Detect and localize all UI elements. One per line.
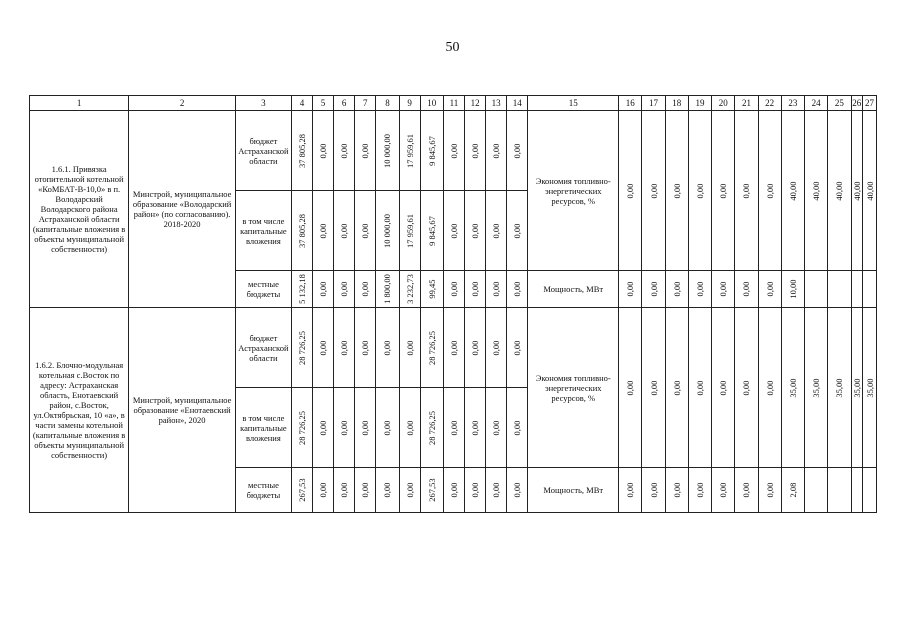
funding-value-text: 0,00: [318, 281, 329, 297]
indicator-value: [735, 111, 758, 271]
indicator-value: [688, 308, 711, 468]
funding-value: [291, 388, 312, 468]
header-cell: 13: [486, 96, 507, 111]
funding-value-text: 0,00: [339, 340, 350, 355]
page-number: 50: [445, 40, 460, 55]
activity-description: 1.6.2. Блочно-модульная котельная с.Восток по адресу: Астраханская область, Енотаевский район, с.Восток, ул.Октябрьская, 10 «а», в части замены котельной (капитальные вложения в объекты муниципальной собственности): [30, 308, 129, 513]
funding-value-text: 0,00: [404, 340, 415, 355]
funding-value: [399, 191, 420, 271]
funding-value-text: 0,00: [512, 281, 523, 297]
funding-value: [291, 468, 312, 513]
indicator-value-text: 0,00: [671, 380, 682, 395]
funding-value-text: 0,00: [339, 420, 350, 435]
funding-value: [507, 308, 528, 388]
indicator-value-text: 10,00: [787, 279, 798, 299]
indicator-value-text: 35,00: [811, 377, 822, 398]
indicator-value: [642, 111, 665, 271]
funding-value-text: 0,00: [491, 420, 502, 435]
funding-value-text: 17 959,61: [404, 213, 415, 248]
table-row: [30, 111, 877, 191]
indicator-value-text: 0,00: [625, 380, 636, 395]
funding-value-text: 0,00: [448, 223, 459, 238]
funding-value: [334, 468, 355, 513]
indicator-value: [642, 468, 665, 513]
funding-value-text: 0,00: [360, 482, 371, 498]
indicator-value-text: 0,00: [694, 183, 705, 198]
funding-value-text: 0,00: [339, 143, 350, 158]
funding-value-text: 37 805,28: [296, 133, 307, 168]
indicator-value: [619, 468, 642, 513]
funding-value: [465, 271, 486, 308]
indicator-value-text: 0,00: [694, 380, 705, 395]
funding-value: [355, 308, 376, 388]
indicator-value: [665, 468, 688, 513]
funding-value: [355, 111, 376, 191]
header-cell: 20: [712, 96, 735, 111]
funding-value-text: 0,00: [512, 143, 523, 158]
indicator-value-text: 35,00: [834, 377, 845, 398]
indicator-value-text: 0,00: [741, 183, 752, 198]
funding-value: [443, 271, 464, 308]
indicator-value-text: 0,00: [625, 281, 636, 297]
indicator-value: [688, 111, 711, 271]
indicator-value: [781, 271, 804, 308]
indicator-value: [851, 308, 863, 468]
indicator-value-text: 40,00: [851, 180, 862, 201]
indicator-value-text: 0,00: [694, 482, 705, 498]
indicator-value: [805, 308, 828, 468]
funding-value-text: 0,00: [470, 420, 481, 435]
funding-value-text: 0,00: [339, 482, 350, 498]
funding-value-text: 17 959,61: [404, 133, 415, 168]
indicator-value-text: 2,08: [787, 482, 798, 498]
indicator-value: [781, 308, 804, 468]
indicator-value: [688, 468, 711, 513]
indicator-value-text: 0,00: [718, 482, 729, 498]
header-cell: 5: [313, 96, 334, 111]
indicator-value: [712, 111, 735, 271]
indicator-value-text: 0,00: [648, 482, 659, 498]
funding-value: [399, 271, 420, 308]
indicator-value-text: 0,00: [741, 380, 752, 395]
funding-value-text: 0,00: [318, 223, 329, 238]
funding-value: [355, 468, 376, 513]
funding-value-text: 0,00: [491, 143, 502, 158]
funding-value-text: 0,00: [360, 143, 371, 158]
indicator-value: [781, 111, 804, 271]
funding-value: [486, 271, 507, 308]
indicator-value: [619, 308, 642, 468]
funding-source: бюджет Астраханской области: [235, 308, 291, 388]
indicator-value: [828, 271, 851, 308]
funding-value-text: 0,00: [470, 223, 481, 238]
funding-value: [486, 111, 507, 191]
indicator-value-text: 0,00: [764, 380, 775, 395]
indicator-value: [758, 308, 781, 468]
funding-value-text: 9 845,67: [426, 215, 437, 246]
activity-executor: Минстрой, муниципальное образование «Володарский район» (по согласованию). 2018-2020: [129, 111, 236, 308]
funding-value: [376, 191, 399, 271]
indicator-value-text: 0,00: [764, 183, 775, 198]
funding-value-text: 0,00: [448, 281, 459, 297]
funding-value: [486, 308, 507, 388]
funding-value: [486, 468, 507, 513]
funding-value-text: 10 000,00: [382, 133, 393, 168]
activity-description: 1.6.1. Привязка отопительной котельной «КоМБАТ-В-10,0» в п. Володарский Володарского района Астраханской области (капитальные вложения в объекты муниципальной собственности): [30, 111, 129, 308]
indicator-value: [758, 111, 781, 271]
indicator-name: Мощность, МВт: [528, 271, 619, 308]
indicator-value-text: 0,00: [671, 183, 682, 198]
indicator-value: [828, 468, 851, 513]
funding-value-text: 0,00: [382, 420, 393, 435]
program-table: [29, 95, 877, 513]
funding-value-text: 0,00: [491, 340, 502, 355]
funding-value: [465, 308, 486, 388]
funding-value: [443, 191, 464, 271]
header-cell: 24: [805, 96, 828, 111]
indicator-value-text: 0,00: [648, 380, 659, 395]
indicator-value: [758, 468, 781, 513]
funding-value: [334, 271, 355, 308]
header-cell: 10: [420, 96, 443, 111]
indicator-value-text: 0,00: [625, 183, 636, 198]
funding-value: [420, 308, 443, 388]
header-cell: 18: [665, 96, 688, 111]
funding-source: местные бюджеты: [235, 271, 291, 308]
funding-value-text: 0,00: [448, 143, 459, 158]
header-cell: 14: [507, 96, 528, 111]
header-cell: 3: [235, 96, 291, 111]
indicator-value-text: 0,00: [648, 281, 659, 297]
indicator-value: [665, 271, 688, 308]
funding-value-text: 0,00: [339, 223, 350, 238]
indicator-value: [642, 308, 665, 468]
header-cell: 9: [399, 96, 420, 111]
indicator-value: [642, 271, 665, 308]
funding-value: [355, 271, 376, 308]
indicator-name: Экономия топливно-энергетических ресурсов, %: [528, 308, 619, 468]
header-cell: 1: [30, 96, 129, 111]
indicator-value: [805, 111, 828, 271]
indicator-value: [735, 271, 758, 308]
funding-value-text: 3 232,73: [404, 274, 415, 304]
funding-value-text: 0,00: [512, 223, 523, 238]
funding-value-text: 267,53: [426, 478, 437, 502]
indicator-value-text: 0,00: [625, 482, 636, 498]
funding-value: [507, 111, 528, 191]
header-cell: 23: [781, 96, 804, 111]
header-cell: 19: [688, 96, 711, 111]
funding-source: бюджет Астраханской области: [235, 111, 291, 191]
indicator-value: [665, 111, 688, 271]
funding-value-text: 0,00: [318, 420, 329, 435]
indicator-value: [619, 271, 642, 308]
header-cell: 8: [376, 96, 399, 111]
funding-value: [376, 468, 399, 513]
indicator-value-text: 0,00: [764, 482, 775, 498]
indicator-value-text: 40,00: [787, 180, 798, 201]
indicator-value-text: 35,00: [787, 377, 798, 398]
activity-executor: Минстрой, муниципальное образование «Енотаевский район», 2020: [129, 308, 236, 513]
indicator-value: [735, 468, 758, 513]
funding-value: [334, 308, 355, 388]
funding-value-text: 37 805,28: [296, 213, 307, 248]
funding-value-text: 0,00: [470, 143, 481, 158]
funding-value: [355, 388, 376, 468]
indicator-value-text: 40,00: [834, 180, 845, 201]
indicator-value: [805, 468, 828, 513]
funding-value-text: 5 132,18: [296, 274, 307, 304]
table-row: [30, 308, 877, 388]
funding-value: [334, 191, 355, 271]
funding-value-text: 28 726,25: [296, 410, 307, 445]
header-cell: 16: [619, 96, 642, 111]
funding-value-text: 0,00: [491, 482, 502, 498]
funding-value: [355, 191, 376, 271]
funding-value-text: 0,00: [470, 340, 481, 355]
indicator-value-text: 0,00: [718, 281, 729, 297]
funding-value: [313, 468, 334, 513]
funding-value-text: 0,00: [470, 281, 481, 297]
funding-value: [507, 271, 528, 308]
funding-value-text: 0,00: [382, 482, 393, 498]
indicator-value-text: 0,00: [764, 281, 775, 297]
funding-value-text: 0,00: [404, 482, 415, 498]
funding-value: [376, 111, 399, 191]
table-body: [30, 96, 877, 513]
header-cell: 6: [334, 96, 355, 111]
indicator-value-text: 0,00: [694, 281, 705, 297]
funding-value: [443, 111, 464, 191]
header-cell: 4: [291, 96, 312, 111]
indicator-value-text: 0,00: [671, 281, 682, 297]
funding-value-text: 0,00: [318, 143, 329, 158]
funding-value: [291, 308, 312, 388]
funding-value-text: 0,00: [318, 482, 329, 498]
header-cell: 27: [863, 96, 877, 111]
funding-value: [465, 111, 486, 191]
header-cell: 26: [851, 96, 863, 111]
funding-source: в том числе капитальные вложения: [235, 191, 291, 271]
funding-value-text: 0,00: [360, 340, 371, 355]
header-row: [30, 96, 877, 111]
indicator-value-text: 0,00: [648, 183, 659, 198]
funding-value: [443, 308, 464, 388]
indicator-value-text: 0,00: [718, 183, 729, 198]
funding-value-text: 0,00: [448, 340, 459, 355]
indicator-value-text: 40,00: [811, 180, 822, 201]
indicator-value: [735, 308, 758, 468]
indicator-value: [828, 308, 851, 468]
funding-value: [313, 191, 334, 271]
indicator-value: [712, 271, 735, 308]
indicator-value: [688, 271, 711, 308]
funding-value-text: 0,00: [512, 340, 523, 355]
funding-value-text: 0,00: [404, 420, 415, 435]
funding-value: [399, 308, 420, 388]
funding-value: [465, 388, 486, 468]
funding-value-text: 0,00: [491, 281, 502, 297]
indicator-value: [758, 271, 781, 308]
indicator-name: Мощность, МВт: [528, 468, 619, 513]
funding-value: [420, 388, 443, 468]
indicator-value-text: 35,00: [851, 377, 862, 398]
funding-value: [465, 468, 486, 513]
indicator-value-text: 35,00: [864, 377, 875, 398]
header-cell: 25: [828, 96, 851, 111]
header-cell: 17: [642, 96, 665, 111]
funding-value: [420, 191, 443, 271]
funding-value: [443, 468, 464, 513]
funding-value-text: 0,00: [448, 482, 459, 498]
indicator-value: [851, 271, 863, 308]
header-cell: 7: [355, 96, 376, 111]
header-cell: 22: [758, 96, 781, 111]
funding-value-text: 0,00: [360, 281, 371, 297]
funding-value-text: 0,00: [448, 420, 459, 435]
funding-value: [376, 308, 399, 388]
funding-value-text: 28 726,25: [296, 330, 307, 365]
header-cell: 2: [129, 96, 236, 111]
funding-value: [376, 271, 399, 308]
indicator-value: [851, 111, 863, 271]
funding-value: [420, 468, 443, 513]
indicator-value: [805, 271, 828, 308]
funding-source: в том числе капитальные вложения: [235, 388, 291, 468]
indicator-value: [712, 468, 735, 513]
funding-value: [334, 111, 355, 191]
funding-value-text: 9 845,67: [426, 135, 437, 166]
funding-value: [334, 388, 355, 468]
funding-value: [507, 468, 528, 513]
funding-value-text: 0,00: [382, 340, 393, 355]
funding-value-text: 99,45: [426, 279, 437, 299]
funding-value-text: 0,00: [512, 420, 523, 435]
indicator-value-text: 0,00: [718, 380, 729, 395]
funding-value: [376, 388, 399, 468]
funding-value: [313, 111, 334, 191]
funding-value: [291, 191, 312, 271]
funding-value-text: 10 000,00: [382, 213, 393, 248]
funding-value: [291, 111, 312, 191]
indicator-value: [863, 468, 877, 513]
funding-value: [420, 271, 443, 308]
indicator-value: [665, 308, 688, 468]
funding-value-text: 0,00: [318, 340, 329, 355]
funding-value-text: 1 800,00: [382, 274, 393, 304]
funding-value: [443, 388, 464, 468]
indicator-value: [863, 111, 877, 271]
funding-value: [486, 191, 507, 271]
funding-value: [486, 388, 507, 468]
funding-value: [399, 111, 420, 191]
indicator-value: [863, 308, 877, 468]
indicator-value-text: 0,00: [741, 281, 752, 297]
funding-value: [507, 388, 528, 468]
indicator-value: [863, 271, 877, 308]
indicator-name: Экономия топливно-энергетических ресурсов, %: [528, 111, 619, 271]
indicator-value: [851, 468, 863, 513]
funding-value: [465, 191, 486, 271]
funding-value-text: 0,00: [470, 482, 481, 498]
funding-source: местные бюджеты: [235, 468, 291, 513]
indicator-value: [619, 111, 642, 271]
header-cell: 21: [735, 96, 758, 111]
header-cell: 15: [528, 96, 619, 111]
header-cell: 12: [465, 96, 486, 111]
header-cell: 11: [443, 96, 464, 111]
funding-value: [507, 191, 528, 271]
funding-value-text: 267,53: [296, 478, 307, 502]
funding-value-text: 28 726,25: [426, 330, 437, 365]
funding-value: [313, 271, 334, 308]
indicator-value: [781, 468, 804, 513]
funding-value-text: 0,00: [339, 281, 350, 297]
funding-value-text: 28 726,25: [426, 410, 437, 445]
indicator-value: [712, 308, 735, 468]
funding-value-text: 0,00: [512, 482, 523, 498]
indicator-value-text: 0,00: [741, 482, 752, 498]
indicator-value-text: 40,00: [864, 180, 875, 201]
funding-value: [291, 271, 312, 308]
funding-value: [420, 111, 443, 191]
funding-value-text: 0,00: [491, 223, 502, 238]
funding-value: [399, 388, 420, 468]
funding-value-text: 0,00: [360, 420, 371, 435]
funding-value-text: 0,00: [360, 223, 371, 238]
funding-value: [313, 388, 334, 468]
indicator-value-text: 0,00: [671, 482, 682, 498]
funding-value: [313, 308, 334, 388]
funding-value: [399, 468, 420, 513]
indicator-value: [828, 111, 851, 271]
